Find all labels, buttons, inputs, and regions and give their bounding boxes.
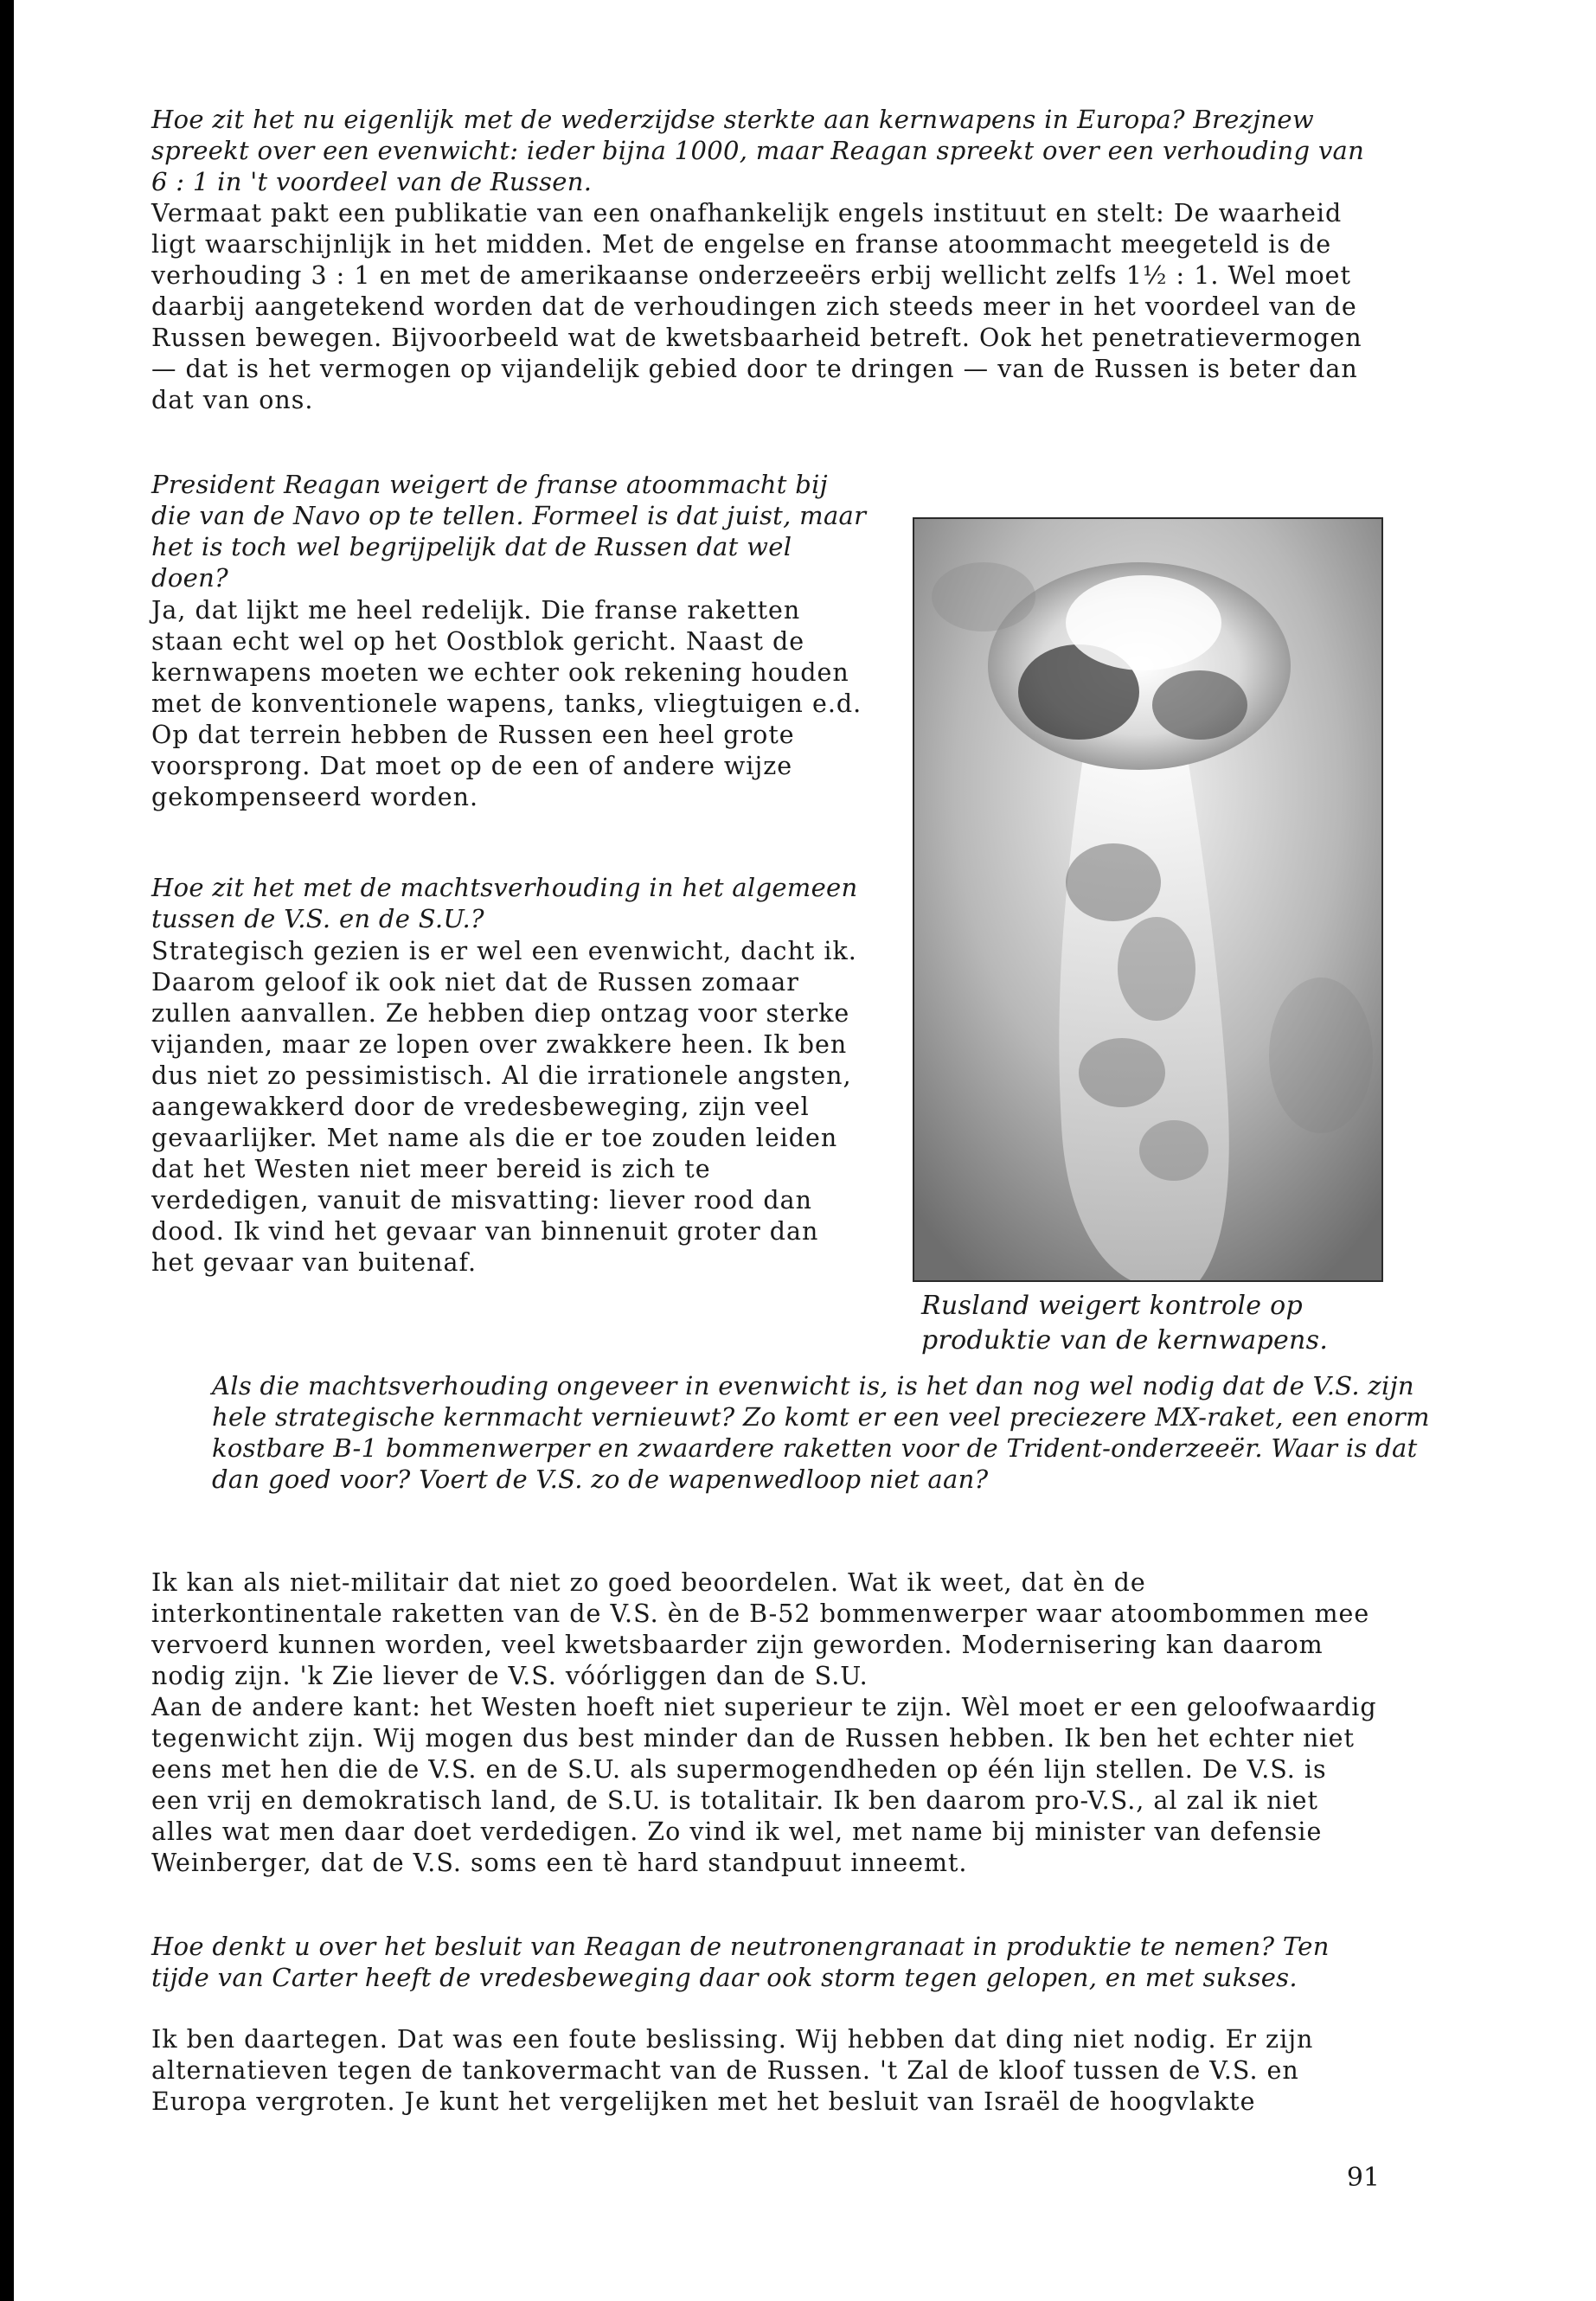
section5-answer: Ik ben daartegen. Dat was een foute beslissing. Wij hebben dat ding niet nodig. Er zijn alternatieven tegen de tankovermacht van de Russen. 't Zal de kloof tussen de V.S. en Europa vergroten. Je kunt het vergelijken met het besluit van Israël de hoogvlakte [151, 2025, 1314, 2116]
mushroom-cloud-photo [913, 517, 1383, 1282]
section4-answer-2: Aan de andere kant: het Westen hoeft niet superieur te zijn. Wèl moet er een geloofwaardig tegenwicht zijn. Wij mogen dus best minder dan de Russen hebben. Ik ben het echter niet eens met hen die de V.S. en de S.U. als supermogendheden op één lijn stellen. De V.S. is een vrij en demokratisch land, de S.U. is totalitair. Ik ben daarom pro-V.S., al zal ik niet alles wat men daar doet verdedigen. Zo vind ik wel, met name bij minister van defensie Weinberger, dat de V.S. soms een tè hard standpuut inneemt. [151, 1693, 1377, 1877]
photo-caption: Rusland weigert kontrole op produktie van de kernwapens. [921, 1291, 1329, 1356]
page-number: 91 [1346, 2163, 1380, 2193]
section3-answer: Strategisch gezien is er wel een evenwicht, dacht ik. Daarom geloof ik ook niet dat de Russen zomaar zullen aanvallen. Ze hebben diep ontzag voor sterke vijanden, maar ze lopen over zwakkere heen. Ik ben dus niet zo pessimistisch. Al die irrationele angsten, aangewakkerd door de vredesbeweging, zijn veel gevaarlijker. Met name als die er toe zouden leiden dat het Westen niet meer bereid is zich te verdedigen, vanuit de misvatting: liever rood dan dood. Ik vind het gevaar van binnenuit groter dan het gevaar van buitenaf. [151, 937, 857, 1277]
intro-question: Hoe zit het nu eigenlijk met de wederzijdse sterkte aan kernwapens in Europa? Brezjnew spreekt over een evenwicht: ieder bijna 1000, maar Reagan spreekt over een verhouding van 6 : 1 in 't voordeel van de Russen. [151, 105, 1365, 196]
section4-question: Als die machtsverhouding ongeveer in evenwicht is, is het dan nog wel nodig dat de V.S. zijn hele strategische kernmacht vernieuwt? Zo komt er een veel preciezere MX-raket, een enorm kostbare B-1 bommenwerper en zwaardere raketten voor de Trident-onderzeeër. Waar is dat dan goed voor? Voert de V.S. zo de wapenwedloop niet aan? [212, 1371, 1430, 1494]
section3-question: Hoe zit het met de machtsverhouding in het algemeen tussen de V.S. en de S.U.? [151, 873, 858, 933]
section2-question: President Reagan weigert de franse atoommacht bij die van de Navo op te tellen. Formeel is dat juist, maar het is toch wel begrijpelijk dat de Russen dat wel doen? [151, 470, 867, 593]
section2-answer: Ja, dat lijkt me heel redelijk. Die franse raketten staan echt wel op het Oostblok gericht. Naast de kernwapens moeten we echter ook rekening houden met de konventionele wapens, tanks, vliegtuigen e.d. Op dat terrein hebben de Russen een heel grote voorsprong. Dat moet op de een of andere wijze gekompenseerd worden. [151, 596, 862, 811]
scan-edge [0, 0, 14, 2301]
section4-answer-1: Ik kan als niet-militair dat niet zo goed beoordelen. Wat ik weet, dat èn de interkontinentale raketten van de V.S. èn de B-52 bommenwerper waar atoombommen mee vervoerd kunnen worden, veel kwetsbaarder zijn geworden. Modernisering kan daarom nodig zijn. 'k Zie liever de V.S. vóórliggen dan de S.U. [151, 1568, 1370, 1690]
section5-question: Hoe denkt u over het besluit van Reagan de neutronengranaat in produktie te nemen? Ten tijde van Carter heeft de vredesbeweging daar ook storm tegen gelopen, en met sukses. [151, 1932, 1330, 1992]
intro-answer: Vermaat pakt een publikatie van een onafhankelijk engels instituut en stelt: De waarheid ligt waarschijnlijk in het midden. Met de engelse en franse atoommacht meegeteld is de verhouding 3 : 1 en met de amerikaanse onderzeeërs erbij wellicht zelfs 1½ : 1. Wel moet daarbij aangetekend worden dat de verhoudingen zich steeds meer in het voordeel van de Russen bewegen. Bijvoorbeeld wat de kwetsbaarheid betreft. Ook het penetratievermogen — dat is het vermogen op vijandelijk gebied door te dringen — van de Russen is beter dan dat van ons. [151, 199, 1362, 414]
